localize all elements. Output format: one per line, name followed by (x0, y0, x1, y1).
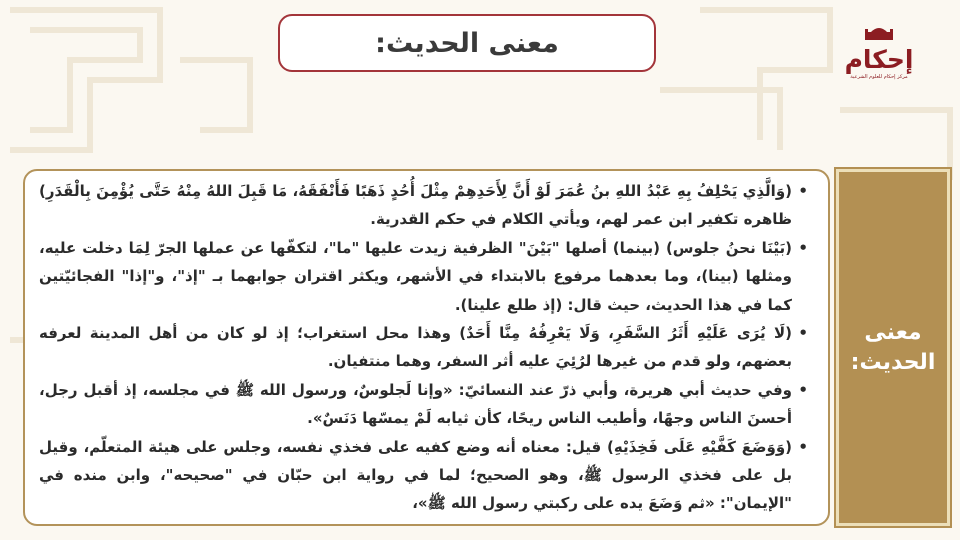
bullet-dot-icon: • (798, 182, 808, 200)
list-item-text: (بَيْنَا نحنُ جلوس) (بينما) أصلها "بَيْنَ" الظرفية زيدت عليها "ما"، لتكفّها عن عملها الجرّ لِمَا دخلت عليه، ومثلها (بينا)، وما بعدهما مرفوع بالابتداء في الأشهر، ويكثر اقتران جوابهما بـ "إذ"، و"إذا" الفجائيّتين كما في هذا الحديث، حيث قال: (إذ طلع علينا). (39, 238, 792, 314)
brand-logo (844, 26, 914, 92)
page-title: معنى الحديث: (375, 27, 559, 59)
list-item-text: (وَوَضَعَ كَفَّيْهِ عَلَى فَخِذَيْهِ) قيل: معناه أنه وضع كفيه على فخذي نفسه، وجلس على هيئة المتعلّم، وقيل بل على فخذي الرسول ﷺ، وهو الصحيح؛ لما في رواية ابن حبّان في "صحيحه"، وابن منده في "الإيمان": «ثم وَضَعَ يده على ركبتي رسول الله ﷺ»، (39, 437, 792, 513)
title-box (278, 14, 656, 72)
logo-subtitle: مركز إحكام للعلوم الشرعية (850, 74, 908, 80)
bullet-dot-icon: • (798, 437, 808, 456)
list-item (39, 234, 806, 319)
content-box (23, 169, 830, 526)
list-item (39, 433, 806, 518)
mosque-dome-icon (864, 26, 894, 40)
bullet-dot-icon: • (798, 238, 808, 257)
logo-wordmark: إحكام (844, 45, 914, 74)
list-item (39, 376, 806, 433)
side-label-box (836, 169, 950, 526)
bullet-dot-icon: • (798, 380, 808, 399)
bullet-list (39, 177, 806, 518)
list-item-text: (لَا يُرَى عَلَيْهِ أَثَرُ السَّفَرِ، وَلَا يَعْرِفُهُ مِنَّا أَحَدٌ) وهذا محل استغراب؛ إذ لو كان من أهل المدينة لعرفه بعضهم، ولو قدم من غيرها لرُئِيَ عليه أثر السفر، وهما منتفيان. (39, 324, 792, 371)
list-item (39, 319, 806, 376)
list-item-text: (وَالَّذِي يَحْلِفُ بِهِ عَبْدُ اللهِ بنُ عُمَرَ لَوْ أَنَّ لِأَحَدِهِمْ مِثْلَ أُحُدٍ ذَهَبًا فَأَنْفَقَهُ، مَا قَبِلَ اللهُ مِنْهُ حَتَّى يُؤْمِنَ بِالْقَدَرِ) ظاهره تكفير ابن عمر لهم، ويأتي الكلام في حكم القدرية. (39, 182, 792, 229)
list-item-text: وفي حديث أبي هريرة، وأبي ذرّ عند النسائيّ: «وإنا لَجلوسٌ، ورسول الله ﷺ في مجلسه، إذ أقبل رجل، أحسنَ الناس وجهًا، وأطيب الناس ريحًا، كأن ثيابه لَمْ يمسّها دَنَسٌ». (39, 380, 792, 428)
bullet-dot-icon: • (798, 324, 808, 343)
side-label: معنى الحديث: (850, 319, 936, 375)
list-item (39, 177, 806, 234)
